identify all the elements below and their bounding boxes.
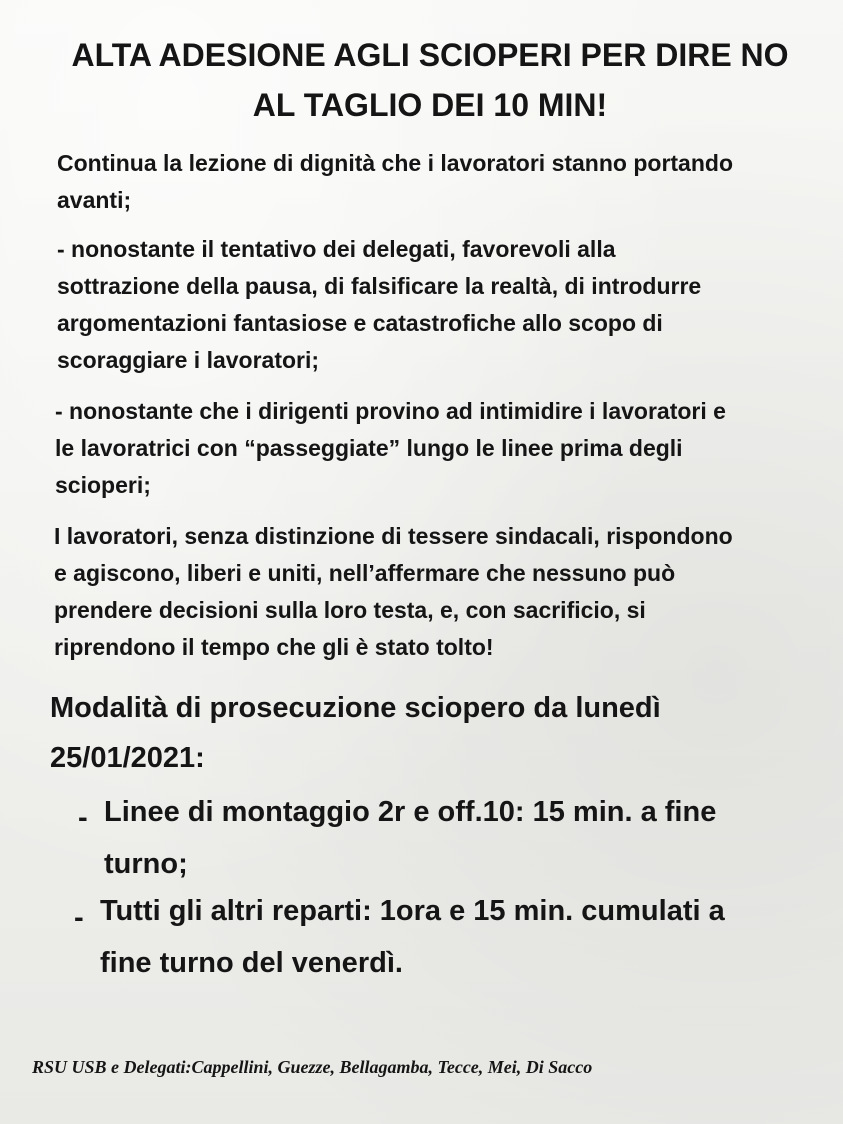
paragraph-2-line-3: argomentazioni fantasiose e catastrofiche allo scopo di [57,310,663,336]
headline-line-1: ALTA ADESIONE AGLI SCIOPERI PER DIRE NO [71,37,789,73]
bullet-2-line-1: Tutti gli altri reparti: 1ora e 15 min. cumulati a [100,895,725,927]
bullet-1-marker: - [78,802,88,834]
paragraph-3-line-1: - nonostante che i dirigenti provino ad intimidire i lavoratori e [55,398,726,424]
bullet-1-line-1: Linee di montaggio 2r e off.10: 15 min. a fine [104,796,717,828]
bullet-2-line-2: fine turno del venerdì. [100,947,403,979]
bullet-1-line-2: turno; [104,848,188,880]
paragraph-4-line-1: I lavoratori, senza distinzione di tessere sindacali, rispondono [54,523,733,549]
paragraph-2-line-4: scoraggiare i lavoratori; [57,347,320,373]
paragraph-1-line-1: Continua la lezione di dignità che i lavoratori stanno portando [57,150,733,176]
paragraph-2-line-2: sottrazione della pausa, di falsificare la realtà, di introdurre [57,273,702,299]
paragraph-4-line-4: riprendono il tempo che gli è stato tolto! [54,634,494,660]
bullet-2-marker: - [74,902,84,934]
paragraph-4-line-3: prendere decisioni sulla loro testa, e, con sacrificio, si [54,597,646,623]
modalita-line-2: 25/01/2021: [50,742,205,774]
headline-line-2: AL TAGLIO DEI 10 MIN! [252,87,608,123]
paragraph-4-line-2: e agiscono, liberi e uniti, nell’affermare che nessuno può [54,560,676,586]
modalita-line-1: Modalità di prosecuzione sciopero da lunedì [50,692,661,724]
paragraph-2-line-1: - nonostante il tentativo dei delegati, favorevoli alla [57,236,616,262]
paragraph-3-line-3: scioperi; [55,472,151,498]
paragraph-3-line-2: le lavoratrici con “passeggiate” lungo le linee prima degli [55,435,683,461]
signature-footer: RSU USB e Delegati:Cappellini, Guezze, Bellagamba, Tecce, Mei, Di Sacco [32,1057,593,1077]
paragraph-1-line-2: avanti; [57,187,132,213]
